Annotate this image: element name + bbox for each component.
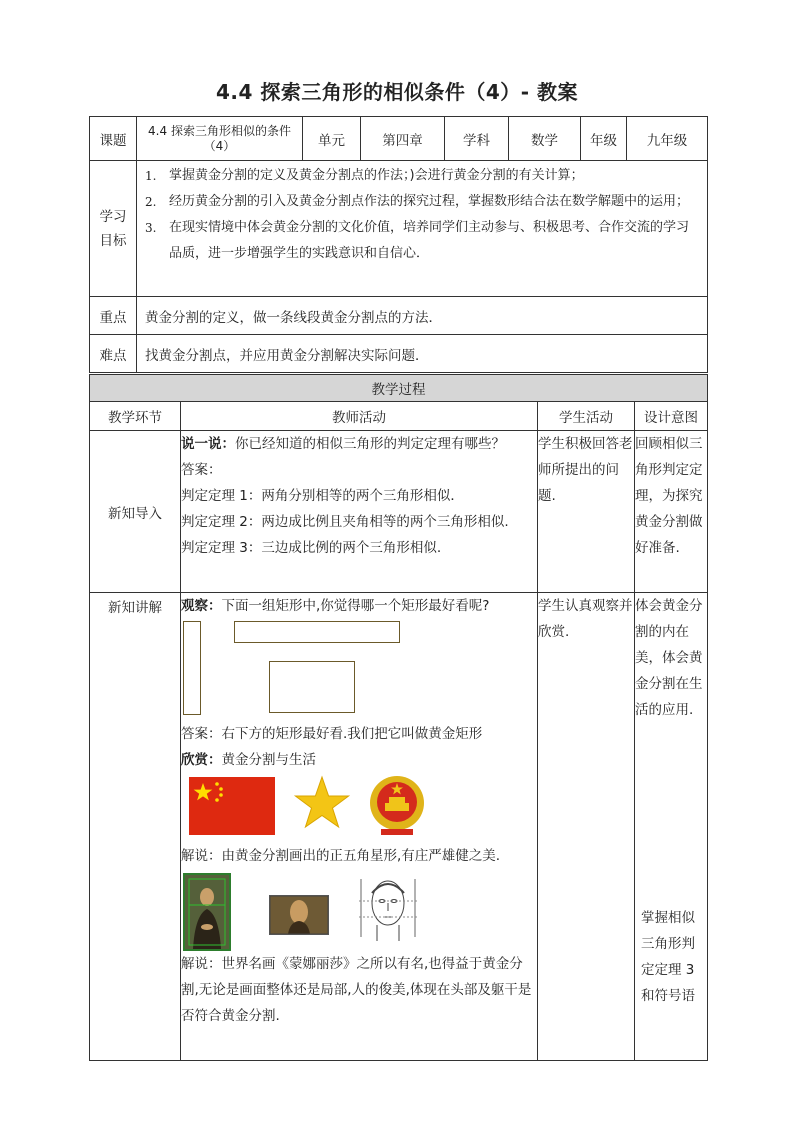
design-intent-explain bbox=[635, 593, 708, 1061]
unit-value: 第四章 bbox=[361, 117, 445, 161]
grade-label: 年级 bbox=[581, 117, 627, 161]
paintings-images bbox=[181, 869, 537, 951]
lesson-value: 4.4 探索三角形相似的条件（4） bbox=[137, 117, 303, 161]
national-flag-image bbox=[189, 777, 275, 835]
intent-theorem: 掌握相似三角形判定定理 3 和符号语 bbox=[641, 910, 695, 1004]
mona-lisa-golden-grid-image bbox=[183, 873, 231, 951]
explain-mona-lisa: 解说：世界名画《蒙娜丽莎》之所以有名,也得益于黄金分割,无论是画面整体还是局部,人的俊美,体现在头部及躯干是否符合黄金分割. bbox=[181, 956, 532, 1024]
answer-golden: 答案：右下方的矩形最好看.我们把它叫做黄金矩形 bbox=[181, 726, 483, 742]
wide-rectangle bbox=[234, 621, 400, 643]
teacher-activity-explain bbox=[181, 593, 538, 1061]
grade-value: 九年级 bbox=[627, 117, 708, 161]
lesson-label: 课题 bbox=[90, 117, 137, 161]
student-activity-intro: 学生积极回答老师所提出的问题. bbox=[538, 431, 635, 593]
col-header-teacher: 教师活动 bbox=[181, 402, 538, 431]
key-point-text: 黄金分割的定义，做一条线段黄金分割点的方法． bbox=[137, 297, 708, 335]
mona-lisa-face-image bbox=[269, 895, 329, 935]
unit-label: 单元 bbox=[303, 117, 361, 161]
objective-item: 3. 在现实情境中体会黄金分割的文化价值，培养同学们主动参与、积极思考、合作交流的学习品质，进一步增强学生的实践意识和自信心． bbox=[145, 220, 690, 261]
key-point-label: 重点 bbox=[90, 297, 137, 335]
observe-line: 观察：下面一组矩形中,你觉得哪一个矩形最好看呢? bbox=[181, 598, 490, 614]
stage-intro: 新知导入 bbox=[90, 431, 181, 593]
lesson-info-table bbox=[89, 116, 708, 373]
stage-explain: 新知讲解 bbox=[90, 593, 181, 1061]
col-header-stage: 教学环节 bbox=[90, 402, 181, 431]
subject-label: 学科 bbox=[445, 117, 509, 161]
rectangles-figure bbox=[181, 619, 537, 721]
national-emblem-image bbox=[367, 773, 427, 837]
col-header-student: 学生活动 bbox=[538, 402, 635, 431]
star-image bbox=[293, 775, 351, 831]
difficulty-text: 找黄金分割点，并应用黄金分割解决实际问题． bbox=[137, 335, 708, 373]
say-question: 说一说：你已经知道的相似三角形的判定定理有哪些？ bbox=[181, 436, 505, 452]
face-proportion-sketch bbox=[357, 871, 419, 943]
design-intent-intro: 回顾相似三角形判定定理，为探究黄金分割做好准备. bbox=[635, 431, 708, 593]
objectives-label: 学习目标 bbox=[90, 161, 137, 297]
answer-label: 答案： bbox=[181, 462, 222, 478]
tall-rectangle bbox=[183, 621, 201, 715]
student-activity-explain: 学生认真观察并欣赏. bbox=[538, 593, 635, 1061]
intent-golden: 体会黄金分割的内在美，体会黄金分割在生活的应用. bbox=[635, 598, 703, 718]
objectives-list bbox=[137, 161, 707, 267]
golden-rectangle bbox=[269, 661, 355, 713]
theorem-1: 判定定理 1：两角分别相等的两个三角形相似． bbox=[181, 488, 464, 504]
explain-star: 解说：由黄金分割画出的正五角星形,有庄严雄健之美. bbox=[181, 848, 501, 864]
symbols-images bbox=[181, 773, 537, 843]
objectives-cell bbox=[137, 161, 708, 297]
process-band: 教学过程 bbox=[90, 375, 708, 402]
teacher-activity-intro bbox=[181, 431, 538, 593]
difficulty-label: 难点 bbox=[90, 335, 137, 373]
enjoy-line: 欣赏：黄金分割与生活 bbox=[181, 752, 316, 768]
objective-item: 2. 经历黄金分割的引入及黄金分割点作法的探究过程，掌握数形结合法在数学解题中的运用； bbox=[145, 194, 690, 209]
document-title: 4.4 探索三角形的相似条件（4）- 教案 bbox=[215, 80, 579, 104]
teaching-process-table bbox=[89, 374, 708, 1061]
objective-item: 1. 掌握黄金分割的定义及黄金分割点的作法；)会进行黄金分割的有关计算； bbox=[145, 168, 584, 183]
theorem-3: 判定定理 3：三边成比例的两个三角形相似. bbox=[181, 540, 442, 556]
theorem-2: 判定定理 2：两边成比例且夹角相等的两个三角形相似. bbox=[181, 514, 509, 530]
subject-value: 数学 bbox=[509, 117, 581, 161]
col-header-intent: 设计意图 bbox=[635, 402, 708, 431]
